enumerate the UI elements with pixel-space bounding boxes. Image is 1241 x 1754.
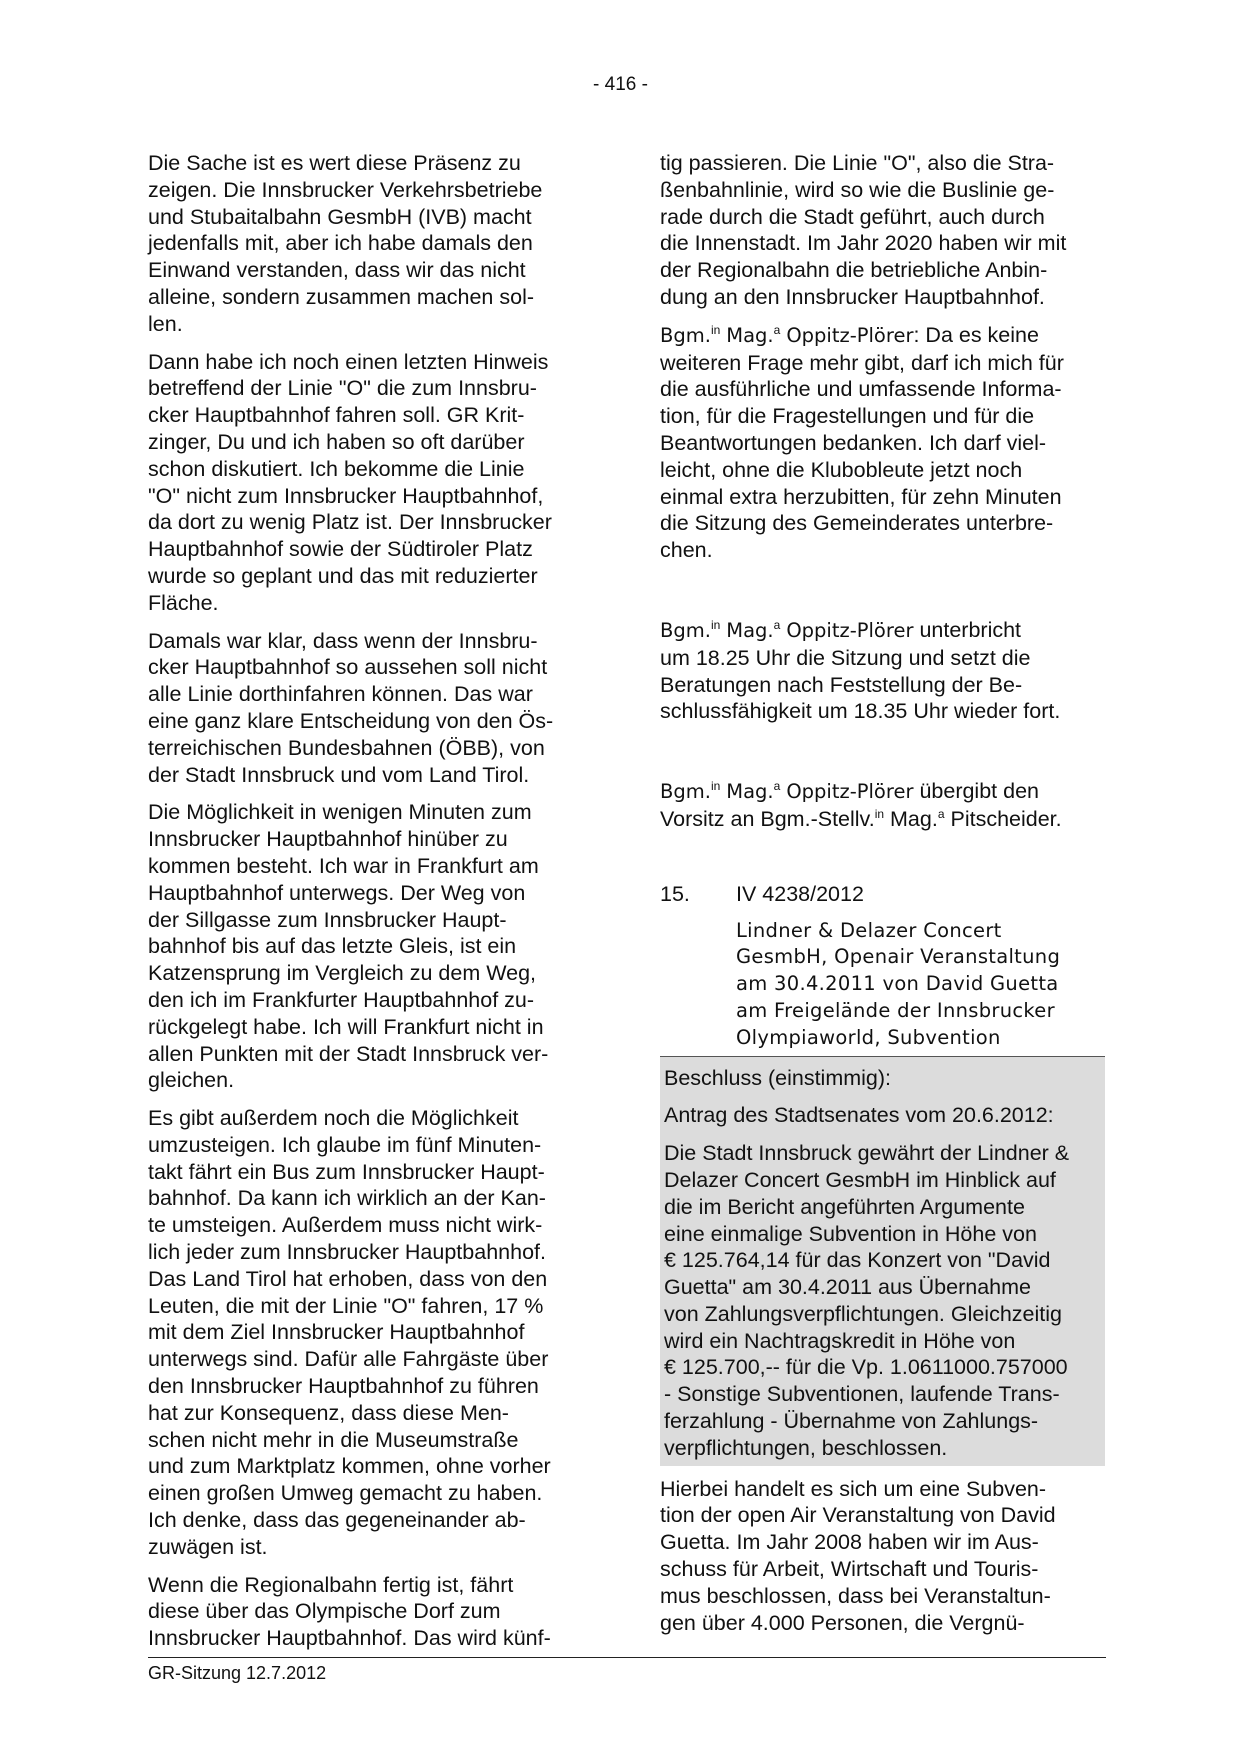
decision-box: [660, 1057, 1105, 1466]
agenda-item-header: [660, 881, 1105, 908]
speaker-paragraph: [660, 322, 1105, 564]
agenda-item-reference: IV 4238/2012: [736, 881, 864, 906]
motion-heading: Antrag des Stadtsenates vom 20.6.2012:: [664, 1103, 1054, 1128]
page-number: - 416 -: [593, 74, 648, 95]
decision-heading: Beschluss (einstimmig):: [664, 1065, 891, 1090]
interrupt-text: unterbricht um 18.25 Uhr die Sitzung und setzt die Beratungen nach Feststellung der Be- schlussfähigkeit um 18.35 Uhr wieder fort.: [660, 617, 1061, 724]
footer-divider: [148, 1657, 1106, 1658]
speaker-prefix: Bgm.: [660, 323, 711, 347]
right-column: [660, 150, 1105, 1647]
paragraph: Dann habe ich noch einen letzten Hinweis betreffend der Linie "O" die zum Innsbru- cker Hauptbahnhof fahren soll. GR Krit- zinger, Du und ich haben so oft darüber schon diskutiert. Ich bekomme die Linie "O" nicht zum Innsbrucker Hauptbahnhof, da dort zu wenig Platz ist. Der Innsbrucker Hauptbahnhof sowie der Südtiroler Platz wurde so geplant und das mit reduzierter Fläche.: [148, 349, 552, 615]
handover-paragraph: Bgm.$^{in}$ Mag.$^a$ Oppitz-Plörer übergibt den Vorsitz an Bgm.-Stellv.$^{in}$ Mag.$^a$ Pitscheider.: [660, 778, 1062, 831]
speaker-title: Mag.: [726, 323, 774, 347]
speaker-name: Oppitz-Plörer: [786, 323, 914, 347]
left-column: [148, 150, 593, 1663]
agenda-item-title: Lindner & Delazer Concert GesmbH, Openair Veranstaltung am 30.4.2011 von David Guetta am Freigelände der Innsbrucker Olympiaworld, Subvention: [736, 918, 1061, 1049]
speaker-title-sup: a: [773, 322, 781, 337]
paragraph: Damals war klar, dass wenn der Innsbru- cker Hauptbahnhof so aussehen soll nicht alle Linie dorthinfahren können. Das war eine ganz klare Entscheidung von den Ös- terreichischen Bundesbahnen (ÖBB), von der Stadt Innsbruck und vom Land Tirol.: [148, 628, 554, 787]
paragraph: Wenn die Regionalbahn fertig ist, fährt diese über das Olympische Dorf zum Innsbrucker Hauptbahnhof. Das wird künf-: [148, 1572, 551, 1651]
speaker-prefix-sup: in: [710, 322, 721, 337]
paragraph: tig passieren. Die Linie "O", also die Stra- ßenbahnlinie, wird so wie die Buslinie ge- rade durch die Stadt geführt, auch durch die Innenstadt. Im Jahr 2020 haben wir mit der Regionalbahn die betriebliche Anbin- dung an den Innsbrucker Hauptbahnhof.: [660, 151, 1067, 309]
footer: GR-Sitzung 12.7.2012: [148, 1663, 327, 1683]
interrupt-paragraph: Bgm.$^{in}$ Mag.$^a$ Oppitz-Plörer unterbricht um 18.25 Uhr die Sitzung und setzt die Beratungen nach Feststellung der Be- schlussfähigkeit um 18.35 Uhr wieder fort.: [660, 617, 1061, 724]
decision-text: Die Stadt Innsbruck gewährt der Lindner & Delazer Concert GesmbH im Hinblick auf die im Bericht angeführten Argumente eine einmalige Subvention in Höhe von € 125.764,14 für das Konzert von "David Guetta" am 30.4.2011 aus Übernahme von Zahlungsverpflichtungen. Gleichzeitig wird ein Nachtragskredit in Höhe von € 125.700,-- für die Vp. 1.0611000.757000 - Sonstige Subventionen, laufende Trans- ferzahlung - Übernahme von Zahlungs- verpflichtungen, beschlossen.: [664, 1141, 1070, 1460]
agenda-item-number: 15.: [660, 881, 690, 906]
paragraph: Hierbei handelt es sich um eine Subven- tion der open Air Veranstaltung von David Guetta. Im Jahr 2008 haben wir im Aus- schuss für Arbeit, Wirtschaft und Touris- mus beschlossen, dass bei Veranstaltun- gen über 4.000 Personen, die Vergnü-: [660, 1476, 1056, 1635]
paragraph: Es gibt außerdem noch die Möglichkeit umzusteigen. Ich glaube im fünf Minuten- takt fährt ein Bus zum Innsbrucker Haupt- bahnhof. Da kann ich wirklich an der Kan- te umsteigen. Außerdem muss nicht wirk- lich jeder zum Innsbrucker Hauptbahnhof. Das Land Tirol hat erhoben, dass von den Leuten, die mit der Linie "O" fahren, 17 % mit dem Ziel Innsbrucker Hauptbahnhof unterwegs sind. Dafür alle Fahrgäste über den Innsbrucker Hauptbahnhof zu führen hat zur Konsequenz, dass diese Men- schen nicht mehr in die Museumstraße und zum Marktplatz kommen, ohne vorher einen großen Umweg gemacht zu haben. Ich denke, dass das gegeneinander ab- zuwägen ist.: [148, 1106, 551, 1559]
paragraph: Die Möglichkeit in wenigen Minuten zum Innsbrucker Hauptbahnhof hinüber zu kommen besteht. Ich war in Frankfurt am Hauptbahnhof unterwegs. Der Weg von der Sillgasse zum Innsbrucker Haupt- bahnhof bis auf das letzte Gleis, ist ein Katzensprung im Vergleich zu dem Weg, den ich im Frankfurter Hauptbahnhof zu- rückgelegt habe. Ich will Frankfurt nicht in allen Punkten mit der Stadt Innsbruck ver- gleichen.: [148, 800, 549, 1093]
paragraph: Die Sache ist es wert diese Präsenz zu zeigen. Die Innsbrucker Verkehrsbetriebe und Stubaitalbahn GesmbH (IVB) macht jedenfalls mit, aber ich habe damals den Einwand verstanden, dass wir das nicht alleine, sondern zusammen machen sol- len.: [148, 151, 543, 336]
speaker-text: : Da es keine weiteren Frage mehr gibt, darf ich mich für die ausführliche und umfassende Informa- tion, für die Fragestellungen und für die Beantwortungen bedanken. Ich darf viel- leicht, ohne die Klubobleute jetzt noch einmal extra herzubitten, für zehn Minuten die Sitzung des Gemeinderates unterbre- chen.: [660, 322, 1064, 563]
